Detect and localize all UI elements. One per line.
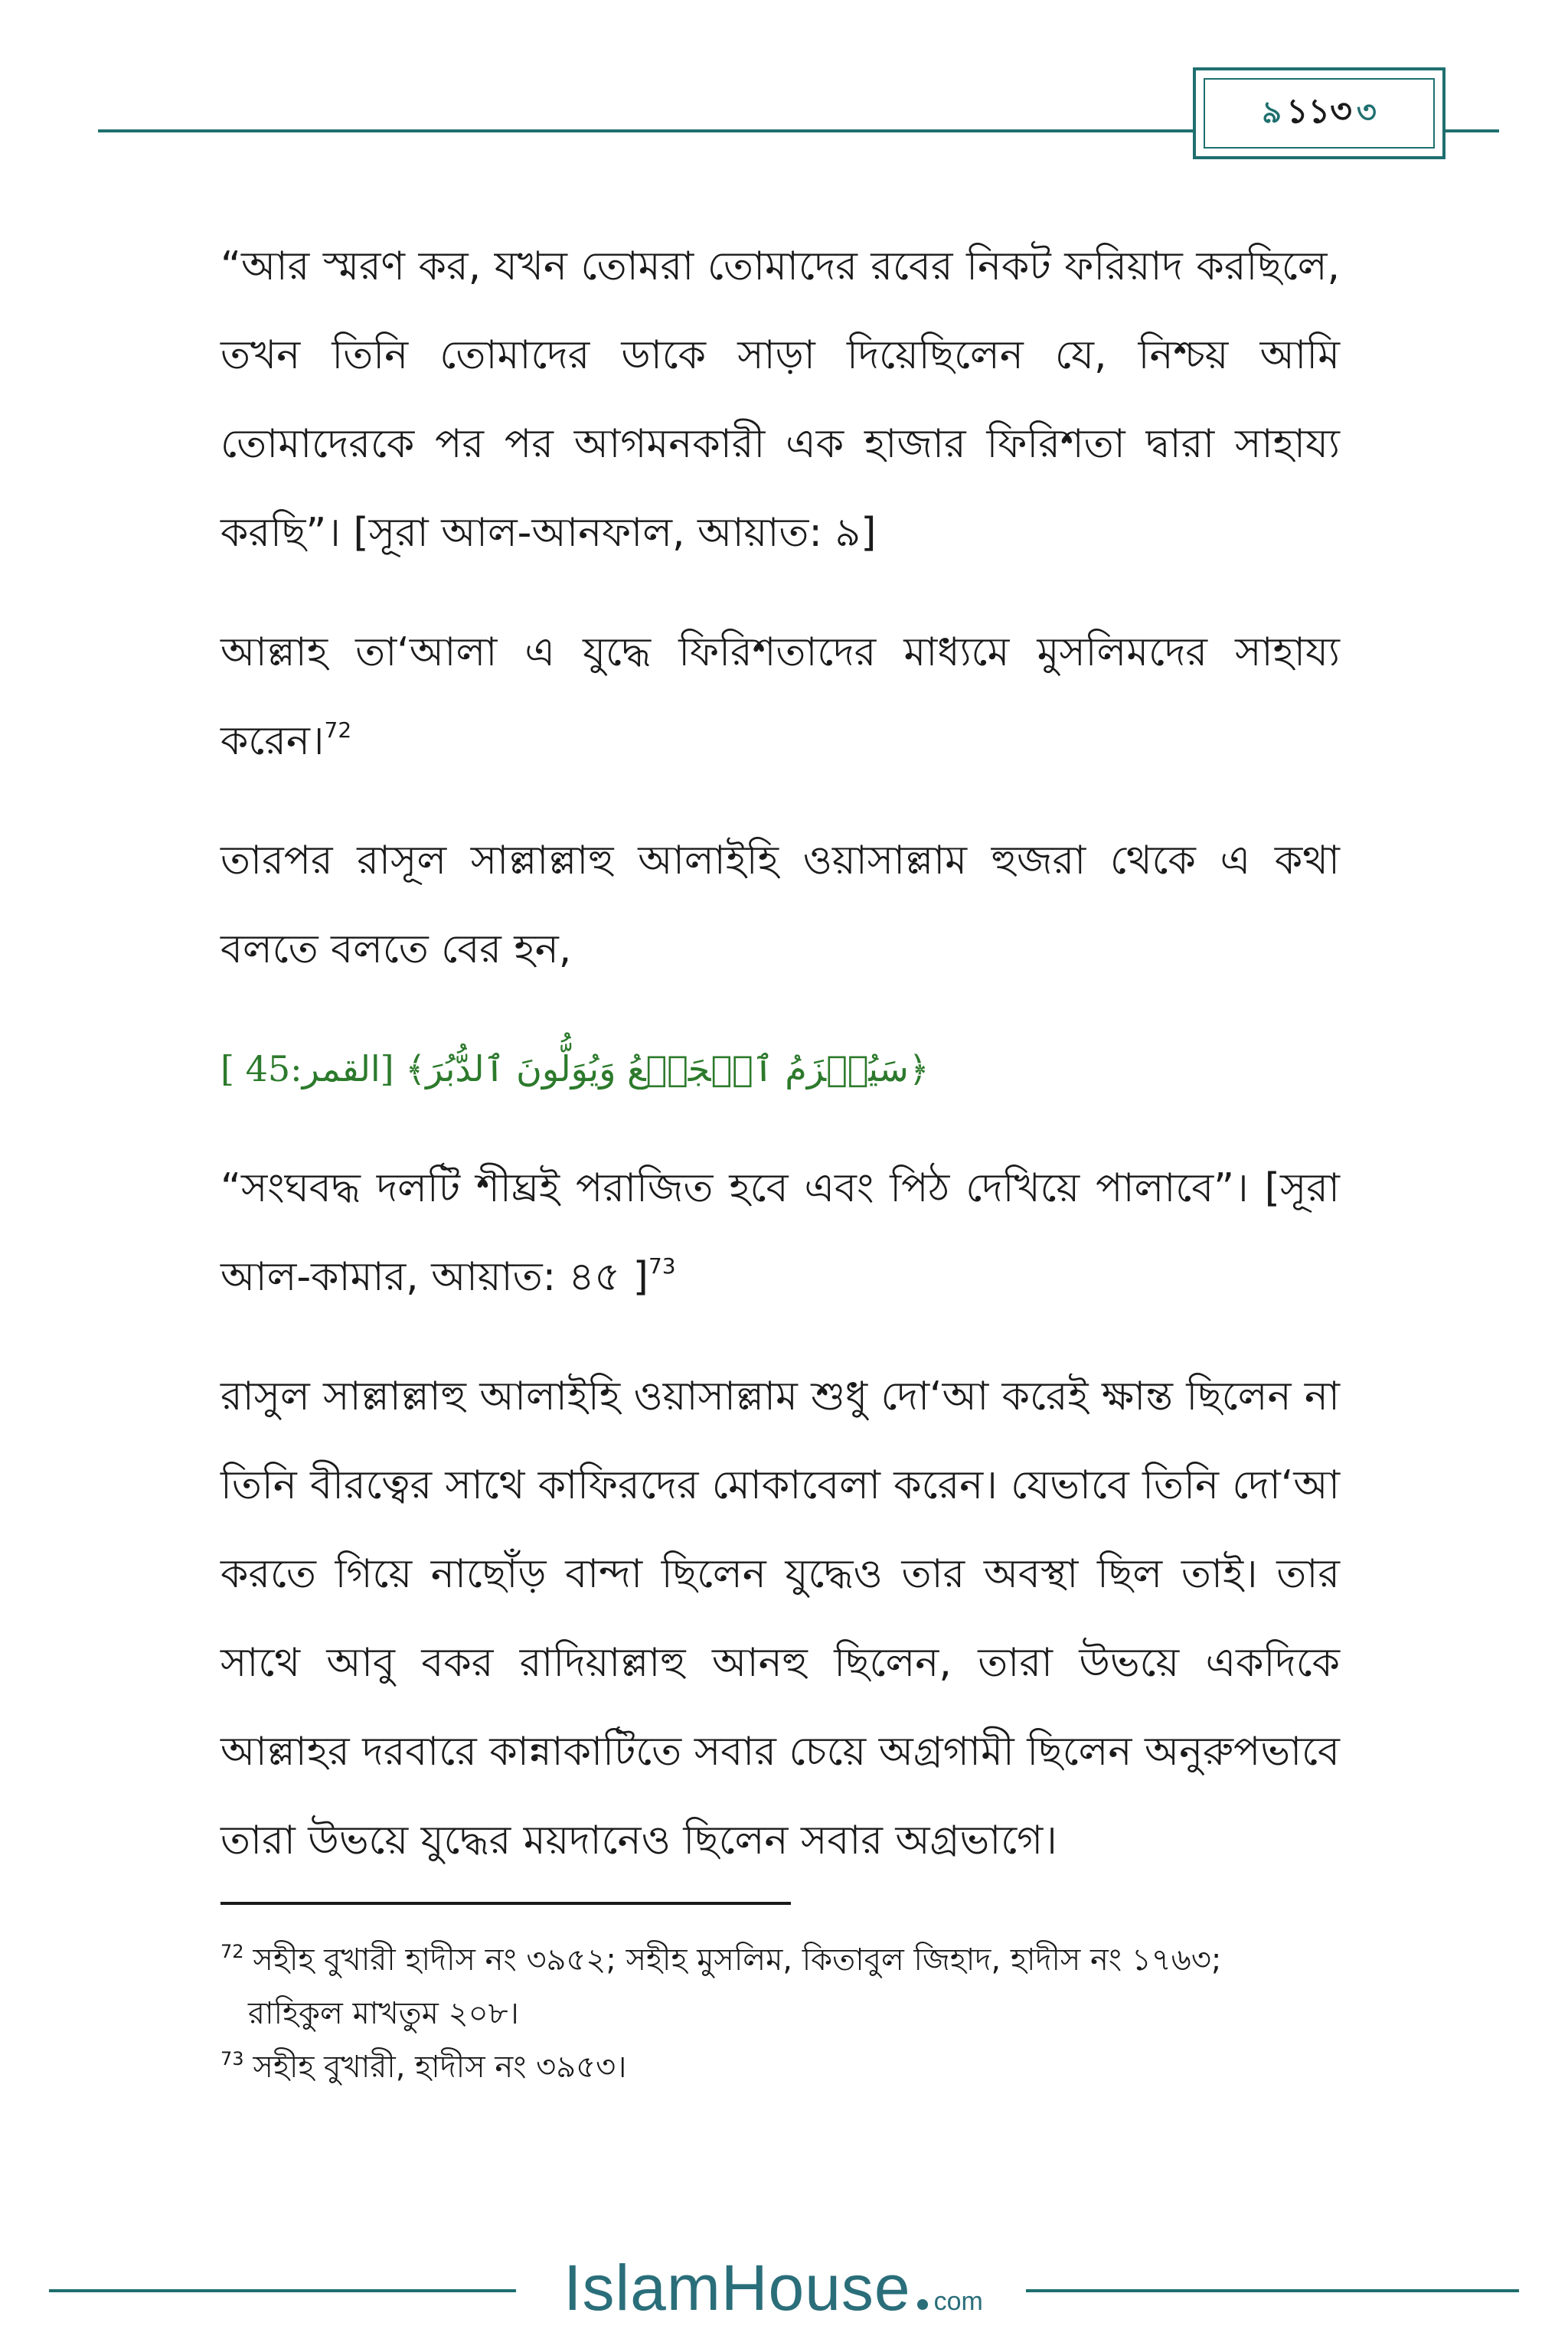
footer-rule-left	[49, 2289, 516, 2292]
arabic-verse: ﴿سَيُهۡزَمُ ٱلۡجَمۡعُ وَيُوَلُّونَ ٱلدُّبُرَ﴾ [القمر:45 ]	[220, 1048, 929, 1089]
footnote-divider	[220, 1902, 791, 1905]
footnote-ref-72[interactable]: 72	[324, 717, 352, 743]
brand-tld: com	[933, 2287, 983, 2316]
page-number-box	[1193, 67, 1446, 159]
ornament-left-icon: ৯	[1262, 94, 1282, 130]
paragraph-quran-translation: “আর স্মরণ কর, যখন তোমরা তোমাদের রবের নিকট ফরিয়াদ করছিলে, তখন তিনি তোমাদের ডাকে সাড়া দিয়েছিলেন যে, নিশ্চয় আমি তোমাদেরকে পর পর আগমনকারী এক হাজার ফিরিশতা দ্বারা সাহায্য করছি”। [সূরা আল-আনফাল, আয়াত: ৯]	[220, 243, 1340, 556]
brand-dot-icon	[917, 2299, 928, 2310]
footnote-ref-73[interactable]: 73	[648, 1253, 676, 1279]
footnote-73: $^{73}$ সহীহ বুখারী, হাদীস নং ৩৯৫৩।	[220, 2048, 627, 2085]
paragraph-angels-help: আল্লাহ তা‘আলা এ যুদ্ধে ফিরিশতাদের মাধ্যমে মুসলিমদের সাহায্য করেন।$^{72}$	[220, 629, 1340, 764]
paragraph-prophet-exit: তারপর রাসূল সাল্লাল্লাহু আলাইহি ওয়াসাল্লাম হুজরা থেকে এ কথা বলতে বলতে বের হন,	[220, 838, 1340, 972]
brand-logo[interactable]	[536, 2251, 1011, 2328]
paragraph-verse-translation: “সংঘবদ্ধ দলটি শীঘ্রই পরাজিত হবে এবং পিঠ দেখিয়ে পালাবে”। [সূরা আল-কামার, আয়াত: ৪৫ ]$^{73}$	[220, 1165, 1340, 1300]
footer-rule-right	[1026, 2289, 1519, 2292]
ornament-right-icon: ৩	[1356, 94, 1377, 130]
footnotes	[220, 1933, 1340, 2094]
brand-name: IslamHouse	[564, 2252, 911, 2324]
paragraph-bravery: রাসুল সাল্লাল্লাহু আলাইহি ওয়াসাল্লাম শুধু দো‘আ করেই ক্ষান্ত ছিলেন না তিনি বীরত্বের সাথে কাফিরদের মোকাবেলা করেন। যেভাবে তিনি দো‘আ করতে গিয়ে নাছোঁড় বান্দা ছিলেন যুদ্ধেও তার অবস্থা ছিল তাই। তার সাথে আবু বকর রাদিয়াল্লাহু আনহু ছিলেন, তারা উভয়ে একদিকে আল্লাহর দরবারে কান্নাকাটিতে সবার চেয়ে অগ্রগামী ছিলেন অনুরুপভাবে তারা উভয়ে যুদ্ধের ময়দানেও ছিলেন সবার অগ্রভাগে।	[220, 1374, 1340, 1864]
page-number: ১১৩	[1286, 91, 1352, 131]
footnote-72: $^{72}$ সহীহ বুখারী হাদীস নং ৩৯৫২; সহীহ মুসলিম, কিতাবুল জিহাদ, হাদীস নং ১৭৬৩; রাহিকুল মাখতুম ২০৮।	[220, 1941, 1222, 2031]
page-body	[220, 222, 1340, 1916]
